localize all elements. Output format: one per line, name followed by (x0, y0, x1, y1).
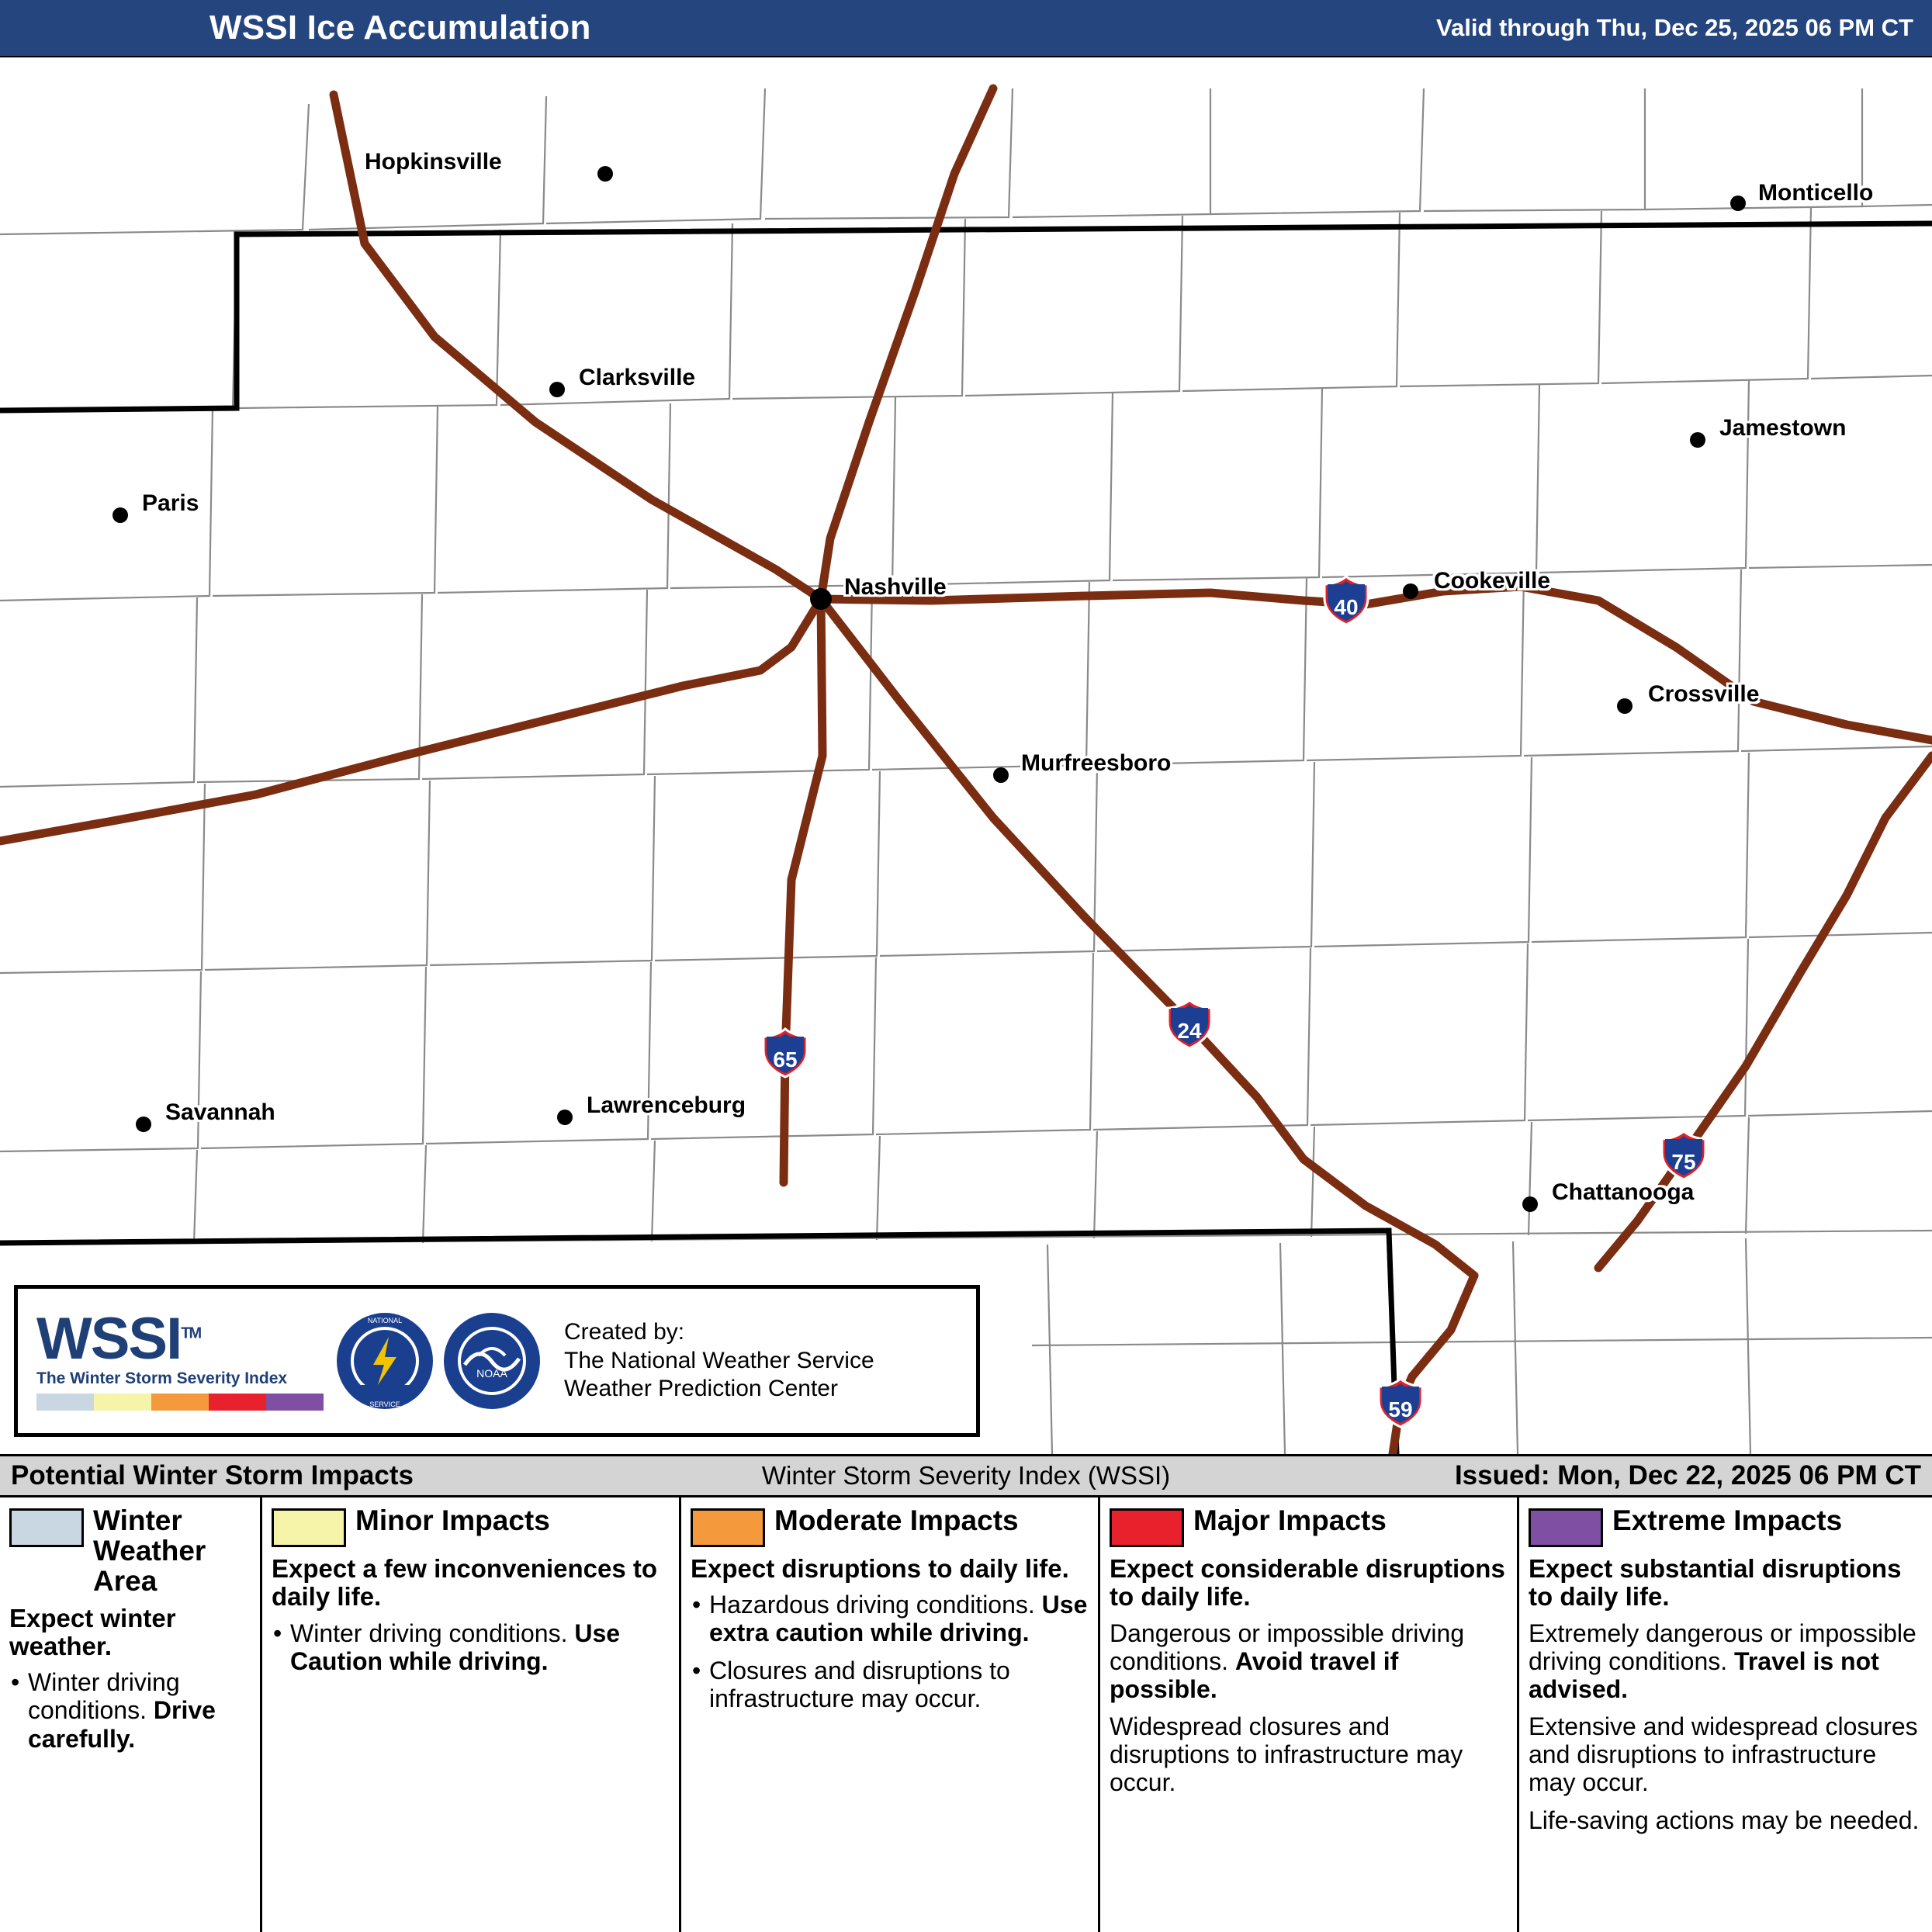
legend-subtitle-0: Expect winter weather. (9, 1603, 176, 1660)
city-dot-chattanooga (1522, 1196, 1538, 1212)
legend-bullet-2-0: • Hazardous driving conditions. Use extra caution while driving. (691, 1591, 1089, 1646)
issued-text: Issued: Mon, Dec 22, 2025 06 PM CT (1454, 1460, 1921, 1491)
legend-bullet-3-0: Dangerous or impossible driving conditions. Avoid travel if possible. (1110, 1619, 1465, 1703)
shield-number-65: 65 (773, 1047, 798, 1072)
agency-seals (334, 1311, 542, 1411)
county-boundaries (0, 88, 1932, 1454)
interstate-lines (0, 88, 1932, 1454)
legend-bullets-2 (691, 1591, 1089, 1712)
legend-header-4 (1529, 1505, 1923, 1547)
legend-bullet-4-2: Life-saving actions may be needed. (1529, 1806, 1920, 1834)
legend-title-3: Major Impacts (1193, 1504, 1387, 1536)
color-bar-minor (94, 1394, 151, 1411)
legend-subtitle-1: Expect a few inconveniences to daily life. (272, 1554, 657, 1612)
legend-swatch-4 (1529, 1508, 1603, 1547)
legend-bullets-4 (1529, 1619, 1923, 1834)
legend-header-0 (9, 1505, 251, 1597)
impacts-subheader-bar (0, 1454, 1932, 1497)
valid-through-text: Valid through Thu, Dec 25, 2025 06 PM CT (1436, 14, 1913, 41)
impacts-legend (0, 1497, 1932, 1932)
wssi-logo-box (14, 1285, 980, 1437)
legend-column-0 (0, 1497, 262, 1932)
city-label-monticello: Monticello (1758, 180, 1874, 206)
legend-column-1 (262, 1497, 681, 1932)
header-bar (0, 0, 1932, 57)
noaa-seal-icon (441, 1311, 542, 1411)
legend-swatch-0 (9, 1508, 84, 1547)
legend-column-2 (681, 1497, 1100, 1932)
legend-title-4: Extreme Impacts (1612, 1504, 1843, 1536)
city-dot-nashville (810, 588, 832, 610)
legend-bullet-4-0: Extremely dangerous or impossible driving conditions. Travel is not advised. (1529, 1619, 1916, 1703)
legend-bullet-3-1: Widespread closures and disruptions to infrastructure may occur. (1110, 1712, 1463, 1797)
city-dot-monticello (1730, 196, 1746, 211)
color-bar-moderate (151, 1394, 209, 1411)
credit-line-2: The National Weather Service (564, 1347, 874, 1373)
city-label-cookeville: Cookeville (1434, 568, 1551, 594)
legend-column-3 (1100, 1497, 1519, 1932)
svg-text:NATIONAL: NATIONAL (367, 1317, 403, 1324)
wssi-wordmark (36, 1306, 328, 1373)
city-label-chattanooga: Chattanooga (1552, 1179, 1695, 1205)
wssi-logo (18, 1306, 328, 1410)
legend-title-2: Moderate Impacts (774, 1504, 1019, 1536)
city-label-hopkinsville: Hopkinsville (365, 149, 502, 175)
legend-bullet-2-1: • Closures and disruptions to infrastructure may occur. (691, 1657, 1089, 1712)
city-label-savannah: Savannah (165, 1099, 275, 1125)
color-bar-winter-weather (36, 1394, 94, 1411)
city-dot-crossville (1617, 698, 1633, 714)
legend-swatch-3 (1110, 1508, 1184, 1547)
interstate-shield-40 (1322, 575, 1370, 626)
city-dot-jamestown (1690, 432, 1705, 448)
svg-text:SERVICE: SERVICE (369, 1401, 400, 1408)
legend-bullet-1-0: • Winter driving conditions. Use Caution while driving. (272, 1619, 670, 1675)
legend-column-4 (1519, 1497, 1932, 1932)
nws-seal-icon (334, 1311, 435, 1411)
city-label-jamestown: Jamestown (1719, 415, 1847, 441)
wssi-wordmark-text: WSSI (36, 1306, 182, 1373)
city-label-nashville: Nashville (844, 574, 947, 600)
shield-number-75: 75 (1671, 1150, 1696, 1174)
city-label-clarksville: Clarksville (579, 365, 696, 390)
legend-bullets-1 (272, 1619, 670, 1675)
legend-swatch-2 (691, 1508, 765, 1547)
legend-title-0: Winter Weather Area (93, 1504, 206, 1598)
map-geometry (0, 57, 1932, 1454)
interstate-shield-65 (761, 1027, 809, 1079)
shield-number-24: 24 (1177, 1019, 1202, 1043)
legend-bullets-3 (1110, 1619, 1508, 1797)
interstate-shield-24 (1165, 999, 1214, 1050)
city-dot-clarksville (549, 382, 565, 397)
legend-bullet-0-0: • Winter driving conditions. Drive carefully. (9, 1668, 251, 1752)
map-canvas[interactable] (0, 57, 1932, 1454)
city-dot-murfreesboro (993, 767, 1009, 783)
credit-line-3: Weather Prediction Center (564, 1376, 838, 1402)
legend-bullet-4-1: Extensive and widespread closures and disruptions to infrastructure may occur. (1529, 1712, 1918, 1797)
city-dot-cookeville (1403, 583, 1418, 599)
city-dot-hopkinsville (597, 166, 613, 182)
legend-subtitle-2: Expect disruptions to daily life. (691, 1554, 1069, 1583)
wssi-tagline: The Winter Storm Severity Index (36, 1369, 288, 1387)
legend-header-1 (272, 1505, 670, 1547)
shield-number-40: 40 (1334, 595, 1359, 619)
impacts-subheader-center: Winter Storm Severity Index (WSSI) (761, 1461, 1171, 1490)
interstate-shield-59 (1376, 1377, 1425, 1428)
color-bar-major (209, 1394, 266, 1411)
city-dot-savannah (136, 1117, 151, 1132)
page-title: WSSI Ice Accumulation (209, 9, 591, 47)
city-dot-lawrenceburg (557, 1110, 573, 1125)
city-dot-paris (113, 507, 128, 523)
legend-header-3 (1110, 1505, 1508, 1547)
legend-subtitle-4: Expect substantial disruptions to daily life. (1529, 1554, 1902, 1612)
legend-header-2 (691, 1505, 1089, 1547)
legend-swatch-1 (272, 1508, 346, 1547)
city-label-lawrenceburg: Lawrenceburg (587, 1092, 746, 1118)
city-label-murfreesboro: Murfreesboro (1021, 750, 1172, 776)
legend-title-1: Minor Impacts (355, 1504, 550, 1536)
credit-line-1: Created by: (564, 1319, 685, 1345)
wssi-color-bar (36, 1394, 324, 1411)
color-bar-extreme (266, 1394, 324, 1411)
interstate-shield-75 (1660, 1130, 1708, 1181)
logo-credit-block (564, 1318, 874, 1404)
legend-bullets-0 (9, 1668, 251, 1752)
svg-text:NOAA: NOAA (476, 1367, 507, 1380)
city-label-paris: Paris (142, 490, 199, 516)
wssi-trademark: TM (181, 1325, 201, 1343)
shield-number-59: 59 (1388, 1397, 1413, 1421)
city-label-crossville: Crossville (1648, 681, 1760, 707)
impacts-subheader-left: Potential Winter Storm Impacts (11, 1460, 414, 1491)
legend-subtitle-3: Expect considerable disruptions to daily life. (1110, 1554, 1505, 1612)
